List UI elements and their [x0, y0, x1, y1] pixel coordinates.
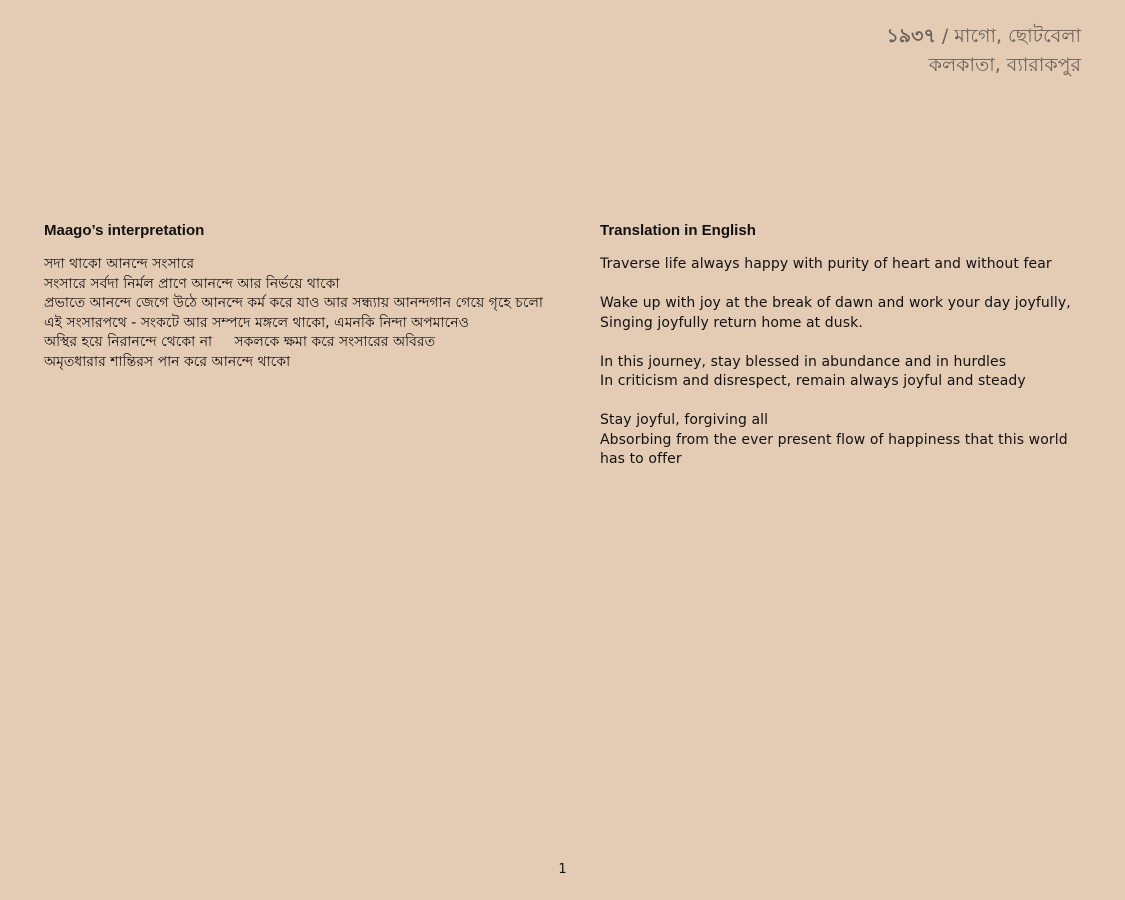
english-column-heading: Translation in English — [600, 222, 756, 239]
english-translation-line: In this journey, stay blessed in abundance and in hurdles — [600, 353, 1007, 370]
bengali-column-heading: Maago’s interpretation — [44, 222, 205, 239]
english-translation-line: Stay joyful, forgiving all — [600, 412, 769, 428]
header-location: কলকাতা, ব্যারাকপুর — [928, 54, 1081, 76]
english-column — [600, 221, 1090, 470]
stanza-gap — [600, 333, 1090, 353]
bengali-poem-line: এই সংসারপথে - সংকটে আর সম্পদে মঙ্গলে থাকো, এমনকি নিন্দা অপমানেও — [44, 314, 469, 331]
header-subtitle: মাগো, ছোটবেলা — [954, 25, 1081, 47]
header-separator: / — [935, 25, 955, 47]
english-translation-line: Traverse life always happy with purity of heart and without fear — [600, 256, 1052, 272]
english-translation-line: In criticism and disrespect, remain always joyful and steady — [600, 373, 1026, 389]
bengali-poem-line: প্রভাতে আনন্দে জেগে উঠে আনন্দে কর্ম করে যাও আর সন্ধ্যায় আনন্দগান গেয়ে গৃহে চলো — [44, 295, 543, 311]
english-translation-line: Wake up with joy at the break of dawn and work your day joyfully, — [600, 295, 1071, 311]
bengali-column — [44, 221, 544, 372]
english-translation-line: Singing joyfully return home at dusk. — [600, 314, 863, 331]
stanza-gap — [600, 275, 1090, 295]
bengali-poem-line: অস্থির হয়ে নিরানন্দে থেকো না সকলকে ক্ষমা করে সংসারের অবিরত — [44, 334, 436, 350]
page-number: 1 — [558, 862, 567, 877]
english-translation-line: Absorbing from the ever present flow of happiness that this world has to offer — [600, 431, 1068, 467]
bengali-poem-line: সদা থাকো আনন্দে সংসারে — [44, 256, 195, 272]
bengali-poem-line: অমৃতধারার শান্তিরস পান করে আনন্দে থাকো — [44, 353, 291, 370]
header-title-line — [886, 22, 1081, 51]
english-translation — [600, 255, 1090, 470]
bengali-poem — [44, 255, 544, 372]
page-header — [886, 22, 1081, 80]
stanza-gap — [600, 392, 1090, 412]
bengali-poem-line: সংসারে সর্বদা নির্মল প্রাণে আনন্দে আর নির্ভয়ে থাকো — [44, 275, 340, 292]
header-year: ১৯৩৭ — [886, 25, 936, 47]
